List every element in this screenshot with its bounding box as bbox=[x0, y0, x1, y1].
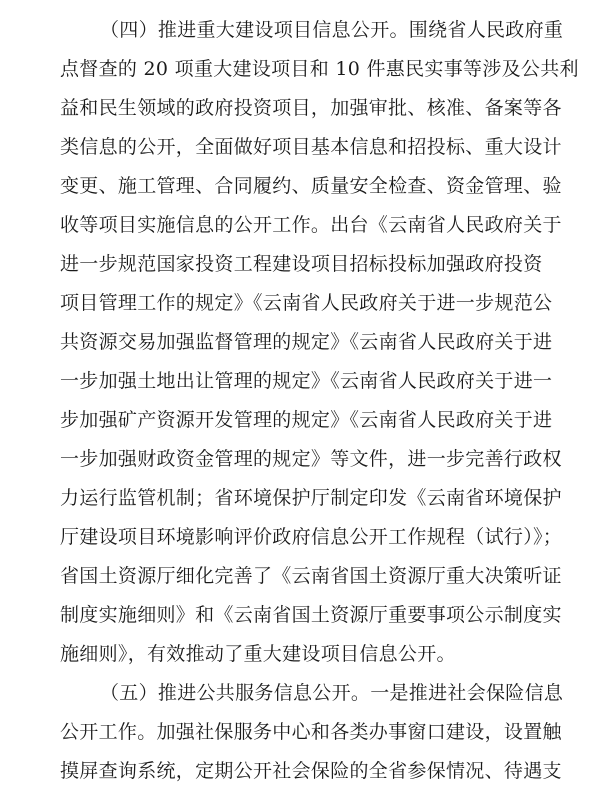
section-4-line-4: 类信息的公开，全面做好项目基本信息和招投标、重大设计 bbox=[60, 136, 562, 158]
section-4-line-3: 益和民生领域的政府投资项目，加强审批、核准、备案等各 bbox=[60, 97, 562, 119]
section-4-line-7: 进一步规范国家投资工程建设项目招标投标加强政府投资 bbox=[60, 253, 543, 275]
section-4-line-15: 省国土资源厅细化完善了《云南省国土资源厅重大决策听证 bbox=[60, 565, 562, 587]
section-4-line-12: 一步加强财政资金管理的规定》等文件，进一步完善行政权 bbox=[60, 448, 562, 470]
section-4-line-9: 共资源交易加强监督管理的规定》《云南省人民政府关于进 bbox=[60, 331, 553, 353]
section-4-line-16: 制度实施细则》和《云南省国土资源厅重要事项公示制度实 bbox=[60, 604, 562, 626]
section-4-line-17: 施细则》，有效推动了重大建设项目信息公开。 bbox=[60, 643, 456, 665]
section-4-line-5: 变更、施工管理、合同履约、质量安全检查、资金管理、验 bbox=[60, 175, 562, 197]
section-4-line-10: 一步加强土地出让管理的规定》《云南省人民政府关于进一 bbox=[60, 370, 553, 392]
section-4-line-1: （四）推进重大建设项目信息公开。围绕省人民政府重 bbox=[100, 19, 564, 41]
section-4-line-8: 项目管理工作的规定》《云南省人民政府关于进一步规范公 bbox=[60, 292, 553, 314]
section-5-line-3: 摸屏查询系统，定期公开社会保险的全省参保情况、待遇支 bbox=[60, 760, 562, 782]
section-4-line-14: 厅建设项目环境影响评价政府信息公开工作规程（试行）》； bbox=[60, 526, 563, 548]
section-4-line-13: 力运行监管机制；省环境保护厅制定印发《云南省环境保护 bbox=[60, 487, 562, 509]
section-4-line-11: 步加强矿产资源开发管理的规定》《云南省人民政府关于进 bbox=[60, 409, 553, 431]
section-5-line-1: （五）推进公共服务信息公开。一是推进社会保险信息 bbox=[100, 682, 564, 704]
section-4-line-6: 收等项目实施信息的公开工作。出台《云南省人民政府关于 bbox=[60, 214, 562, 236]
section-4-line-2: 点督查的 20 项重大建设项目和 10 件惠民实事等涉及公共利 bbox=[60, 58, 579, 80]
section-5-line-2: 公开工作。加强社保服务中心和各类办事窗口建设，设置触 bbox=[60, 721, 562, 743]
